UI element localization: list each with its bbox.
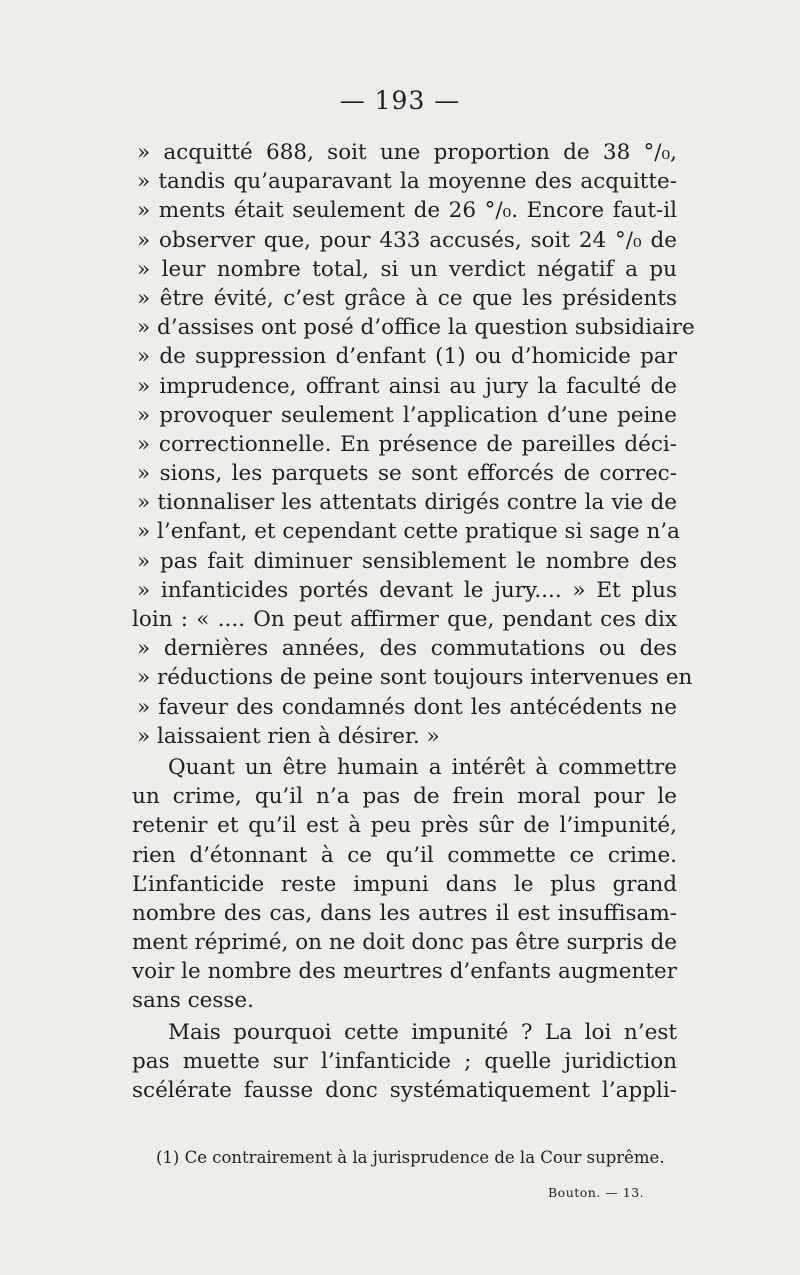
text-line: » imprudence, offrant ainsi au jury la faculté de	[137, 373, 677, 399]
text-line: ment réprimé, on ne doit donc pas être surpris de	[132, 930, 677, 956]
text-line: » tandis qu’auparavant la moyenne des acquitte-	[137, 169, 677, 195]
text-line: retenir et qu’il est à peu près sûr de l’impunité,	[132, 813, 677, 839]
text-line: » tionnaliser les attentats dirigés contre la vie de	[137, 490, 677, 516]
text-line: voir le nombre des meurtres d’enfants augmenter	[132, 959, 677, 985]
text-line: pas muette sur l’infanticide ; quelle juridiction	[132, 1048, 677, 1074]
text-line: » sions, les parquets se sont efforcés de correc-	[137, 461, 677, 487]
body-text	[132, 138, 695, 1105]
text-line: » leur nombre total, si un verdict négatif a pu	[137, 256, 677, 282]
text-line: » d’assises ont posé d’office la question subsidiaire	[137, 315, 695, 341]
text-line: » observer que, pour 433 accusés, soit 24 °/₀ de	[137, 227, 677, 253]
text-line: L’infanticide reste impuni dans le plus grand	[132, 871, 677, 897]
text-line: » réductions de peine sont toujours intervenues en	[137, 665, 693, 691]
text-line: » infanticides portés devant le jury.... » Et plus	[137, 577, 677, 603]
text-line: » laissaient rien à désirer. »	[137, 723, 440, 749]
text-line: » dernières années, des commutations ou des	[137, 636, 677, 662]
text-line: nombre des cas, dans les autres il est insuffisam-	[132, 900, 677, 926]
paragraph-first-line: Quant un être humain a intérêt à commettre	[168, 754, 677, 780]
page-number: — 193 —	[339, 86, 461, 115]
text-line: loin : « .... On peut affirmer que, pendant ces dix	[132, 607, 677, 632]
text-line: » ments était seulement de 26 °/₀. Encore faut-il	[137, 198, 677, 224]
printer-signature: Bouton. — 13.	[548, 1185, 645, 1200]
paragraph-first-line: Mais pourquoi cette impunité ? La loi n’est	[168, 1019, 677, 1045]
footnote: (1) Ce contrairement à la jurisprudence de la Cour suprême.	[156, 1148, 665, 1167]
text-line: sans cesse.	[132, 988, 254, 1014]
text-line: » faveur des condamnés dont les antécédents ne	[137, 694, 677, 720]
text-line: scélérate fausse donc systématiquement l’appli-	[132, 1078, 677, 1103]
text-line: rien d’étonnant à ce qu’il commette ce crime.	[132, 842, 677, 868]
text-line: un crime, qu’il n’a pas de frein moral pour le	[132, 784, 677, 810]
text-line: » l’enfant, et cependant cette pratique si sage n’a	[137, 519, 680, 545]
text-line: » acquitté 688, soit une proportion de 38 °/₀,	[137, 140, 677, 165]
text-line: » pas fait diminuer sensiblement le nombre des	[137, 548, 677, 574]
text-line: » être évité, c’est grâce à ce que les présidents	[137, 285, 677, 311]
text-line: » provoquer seulement l’application d’une peine	[137, 402, 677, 428]
text-line: » de suppression d’enfant (1) ou d’homicide par	[137, 344, 677, 370]
text-line: » correctionnelle. En présence de pareilles déci-	[137, 431, 677, 457]
